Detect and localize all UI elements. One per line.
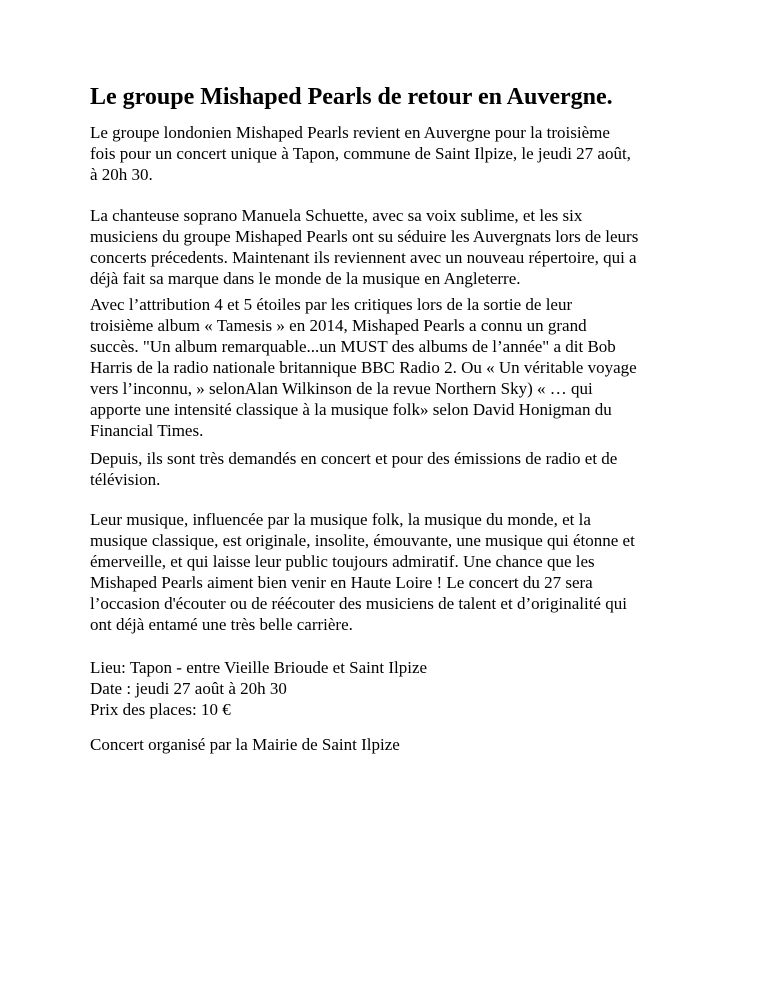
paragraph-singer [90,205,690,289]
text-line: succès. "Un album remarquable...un MUST des albums de l’année" a dit Bob [90,337,616,356]
text-line: déjà fait sa marque dans le monde de la musique en Angleterre. [90,269,521,288]
text-line: émerveille, et qui laisse leur public toujours admiratif. Une chance que les [90,552,595,571]
text-line: fois pour un concert unique à Tapon, commune de Saint Ilpize, le jeudi 27 août, [90,144,631,163]
text-line: La chanteuse soprano Manuela Schuette, avec sa voix sublime, et les six [90,206,583,225]
text-line: Avec l’attribution 4 et 5 étoiles par les critiques lors de la sortie de leur [90,295,573,314]
text-line: concerts précedents. Maintenant ils reviennent avec un nouveau répertoire, qui a [90,248,637,267]
text-line: à 20h 30. [90,165,153,184]
event-price: Prix des places: 10 € [90,700,231,719]
document-title: Le groupe Mishaped Pearls de retour en Auvergne. [90,84,613,110]
organizer-note: Concert organisé par la Mairie de Saint Ilpize [90,735,400,754]
text-line: ont déjà entamé une très belle carrière. [90,615,353,634]
text-line: Harris de la radio nationale britannique BBC Radio 2. Ou « Un véritable voyage [90,358,637,377]
text-line: musiciens du groupe Mishaped Pearls ont su séduire les Auvergnats lors de leurs [90,227,639,246]
text-line: troisième album « Tamesis » en 2014, Mishaped Pearls a connu un grand [90,316,587,335]
text-line: l’occasion d'écouter ou de réécouter des musiciens de talent et d’originalité qui [90,594,627,613]
event-date: Date : jeudi 27 août à 20h 30 [90,679,287,698]
paragraph-music [90,509,690,635]
event-info [90,657,690,720]
paragraph-reviews [90,294,690,441]
text-line: apporte une intensité classique à la musique folk» selon David Honigman du [90,400,612,419]
paragraph-announcement [90,122,690,185]
text-line: Financial Times. [90,421,204,440]
paragraph-demand [90,448,690,490]
event-location: Lieu: Tapon - entre Vieille Brioude et Saint Ilpize [90,658,428,677]
text-line: Leur musique, influencée par la musique folk, la musique du monde, et la [90,510,591,529]
text-line: Mishaped Pearls aiment bien venir en Haute Loire ! Le concert du 27 sera [90,573,593,592]
text-line: Depuis, ils sont très demandés en concert et pour des émissions de radio et de [90,449,618,468]
text-line: Le groupe londonien Mishaped Pearls revient en Auvergne pour la troisième [90,123,610,142]
text-line: télévision. [90,470,161,489]
text-line: musique classique, est originale, insolite, émouvante, une musique qui étonne et [90,531,635,550]
text-line: vers l’inconnu, » selonAlan Wilkinson de la revue Northern Sky) « … qui [90,379,593,398]
